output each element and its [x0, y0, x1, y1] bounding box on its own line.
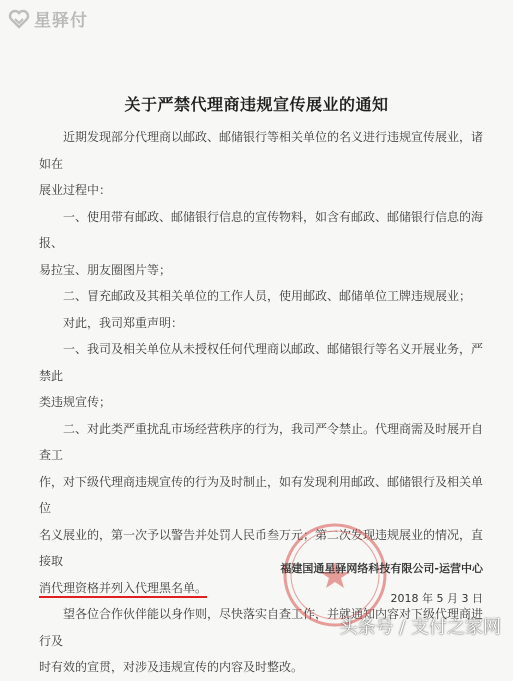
body-line: 易拉宝、朋友圈图片等； — [39, 262, 172, 277]
body-line: 展业过程中： — [39, 183, 112, 197]
body-line: 二、对此类严重扰乱市场经营秩序的行为，我司严令禁止。代理商需及时展开自查工 — [39, 421, 484, 462]
signature-date: 2018 年 5 月 3 日 — [390, 592, 483, 605]
body-line: 一、使用带有邮政、邮储银行信息的宣传物料，如含有邮政、邮储银行信息的海报、 — [39, 209, 484, 250]
watermark-text: 头条号 / 支付之家网 — [339, 617, 501, 638]
heart-logo-icon — [8, 8, 30, 30]
page-title: 关于严禁代理商违规宣传展业的通知 — [124, 95, 389, 114]
body-line: 二、冒充邮政及其相关单位的工作人员，使用邮政、邮储单位工牌违规展业； — [63, 289, 472, 303]
body-line: 一、我司及相关单位从未授权任何代理商以邮政、邮储银行等名义开展业务，严禁此 — [39, 342, 484, 383]
signature-company: 福建国通星驿网络科技有限公司-运营中心 — [280, 562, 483, 575]
logo-text: 星驿付 — [34, 11, 88, 31]
brand-logo — [8, 6, 88, 31]
body-line: 近期发现部分代理商以邮政、邮储银行等相关单位的名义进行违规宣传展业，诸如在 — [39, 130, 484, 171]
body-line: 名义展业的，第一次予以警告并处罚人民币叁万元；第二次发现违规展业的情况，直接取 — [39, 527, 484, 568]
body-line: 对此，我司郑重声明： — [63, 315, 184, 330]
body-line: 时有效的宣贯，对涉及违规宣传的内容及时整改。 — [39, 660, 304, 674]
body-line: 作，对下级代理商违规宣传的行为及时制止，如有发现利用邮政、邮储银行及相关单位 — [39, 474, 484, 515]
underlined-text: 消代理资格并列入代理黑名单。 — [39, 580, 208, 595]
body-line: 望各位合作伙伴能以身作则，尽快落实自查工作，并就通知内容对下级代理商进行及 — [39, 607, 484, 648]
body-line: 类违规宣传； — [39, 395, 112, 409]
